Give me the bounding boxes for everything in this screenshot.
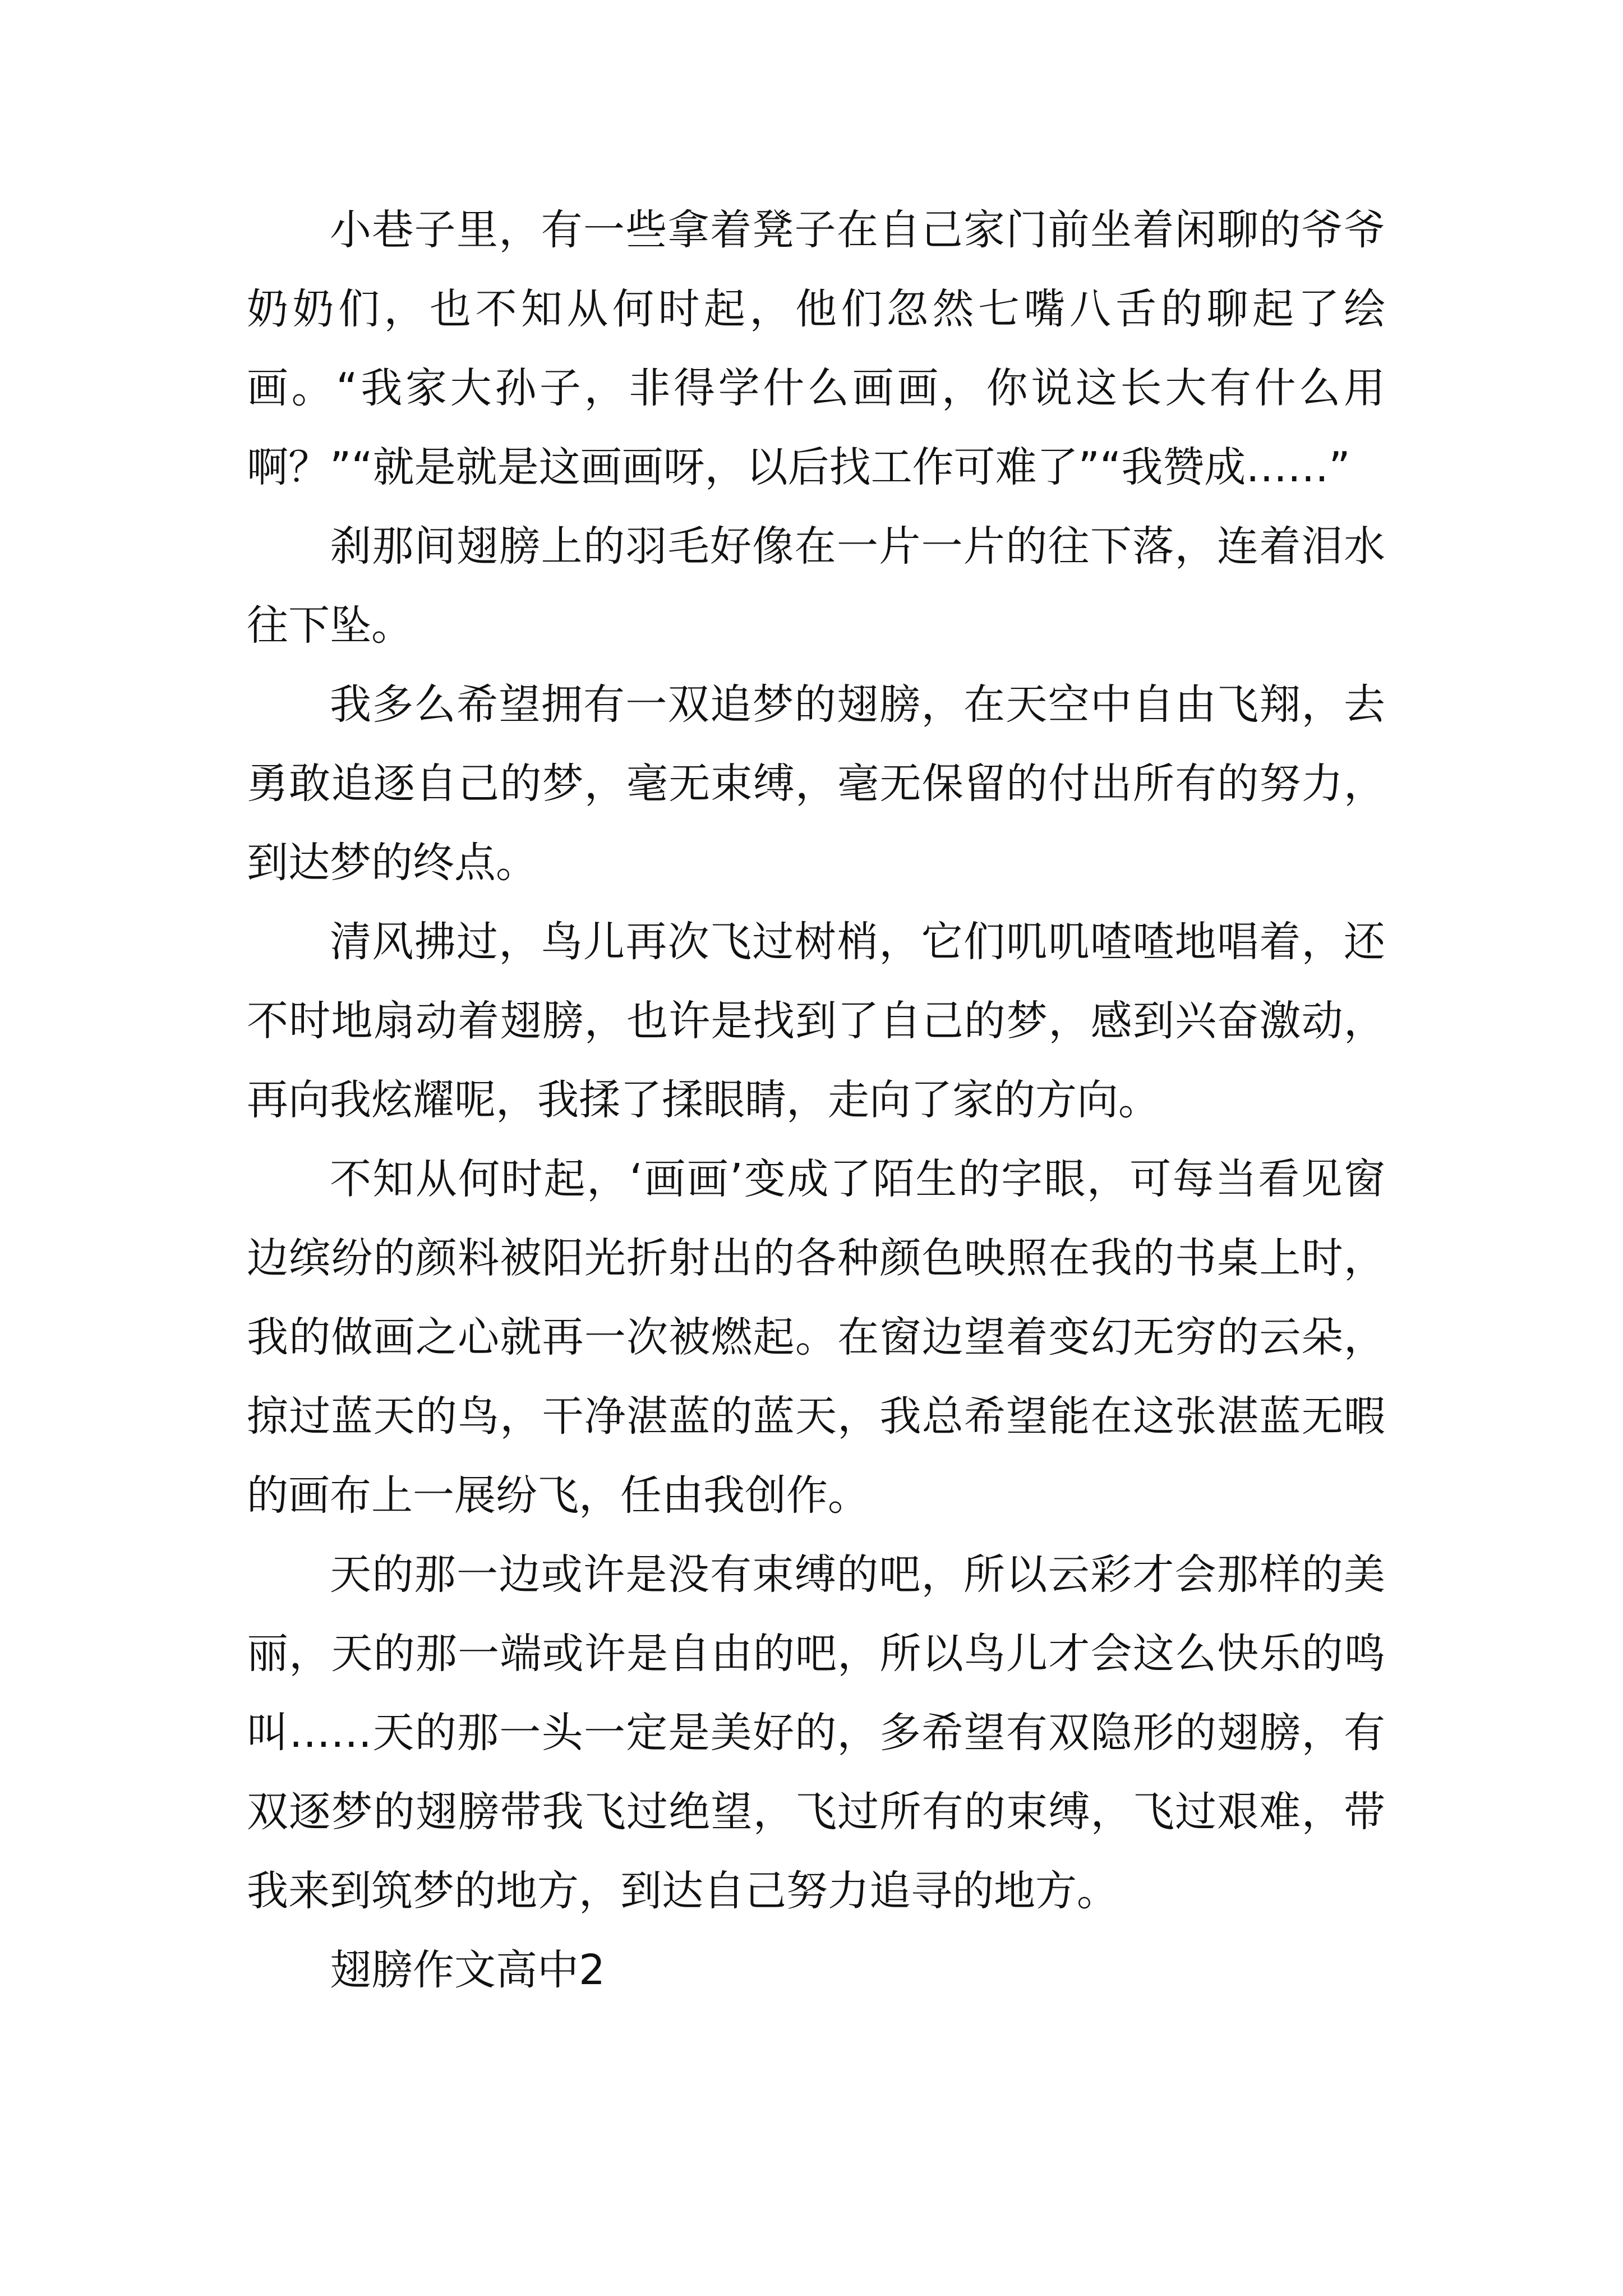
paragraph-other-side-of-sky: 天的那一边或许是没有束缚的吧，所以云彩才会那样的美丽，天的那一端或许是自由的吧，所以鸟儿才会这么快乐的鸣叫……天的那一头一定是美好的，多希望有双隐形的翅膀，有双逐梦的翅膀带我飞过绝望，飞过所有的束缚，飞过艰难，带我来到筑梦的地方，到达自己努力追寻的地方。 (247, 1550, 1385, 1915)
paragraph-birds-singing: 清风拂过，鸟儿再次飞过树梢，它们叽叽喳喳地唱着，还不时地扇动着翅膀，也许是找到了自己的梦，感到兴奋激动，再向我炫耀呢，我揉了揉眼睛，走向了家的方向。 (247, 918, 1385, 1124)
paragraph-painting-heart: 不知从何时起，‘画画’变成了陌生的字眼，可每当看见窗边缤纷的颜料被阳光折射出的各种颜色映照在我的书桌上时，我的做画之心就再一次被燃起。在窗边望着变幻无穷的云朵，掠过蓝天的鸟，干净湛蓝的蓝天，我总希望能在这张湛蓝无暇的画布上一展纷飞，任由我创作。 (247, 1155, 1385, 1520)
paragraph-falling-feathers: 刹那间翅膀上的羽毛好像在一片一片的往下落，连着泪水往下坠。 (247, 522, 1385, 650)
document-body (247, 191, 1385, 2010)
paragraph-dream-wings: 我多么希望拥有一双追梦的翅膀，在天空中自由飞翔，去勇敢追逐自己的梦，毫无束缚，毫无保留的付出所有的努力，到达梦的终点。 (247, 680, 1385, 887)
section-heading: 翅膀作文高中2 (330, 1946, 606, 1994)
paragraph-alley-chat: 小巷子里，有一些拿着凳子在自己家门前坐着闲聊的爷爷奶奶们，也不知从何时起，他们忽然七嘴八舌的聊起了绘画。“我家大孙子，非得学什么画画，你说这长大有什么用啊？”“就是就是这画画呀，以后找工作可难了”“我赞成……” (247, 206, 1385, 491)
